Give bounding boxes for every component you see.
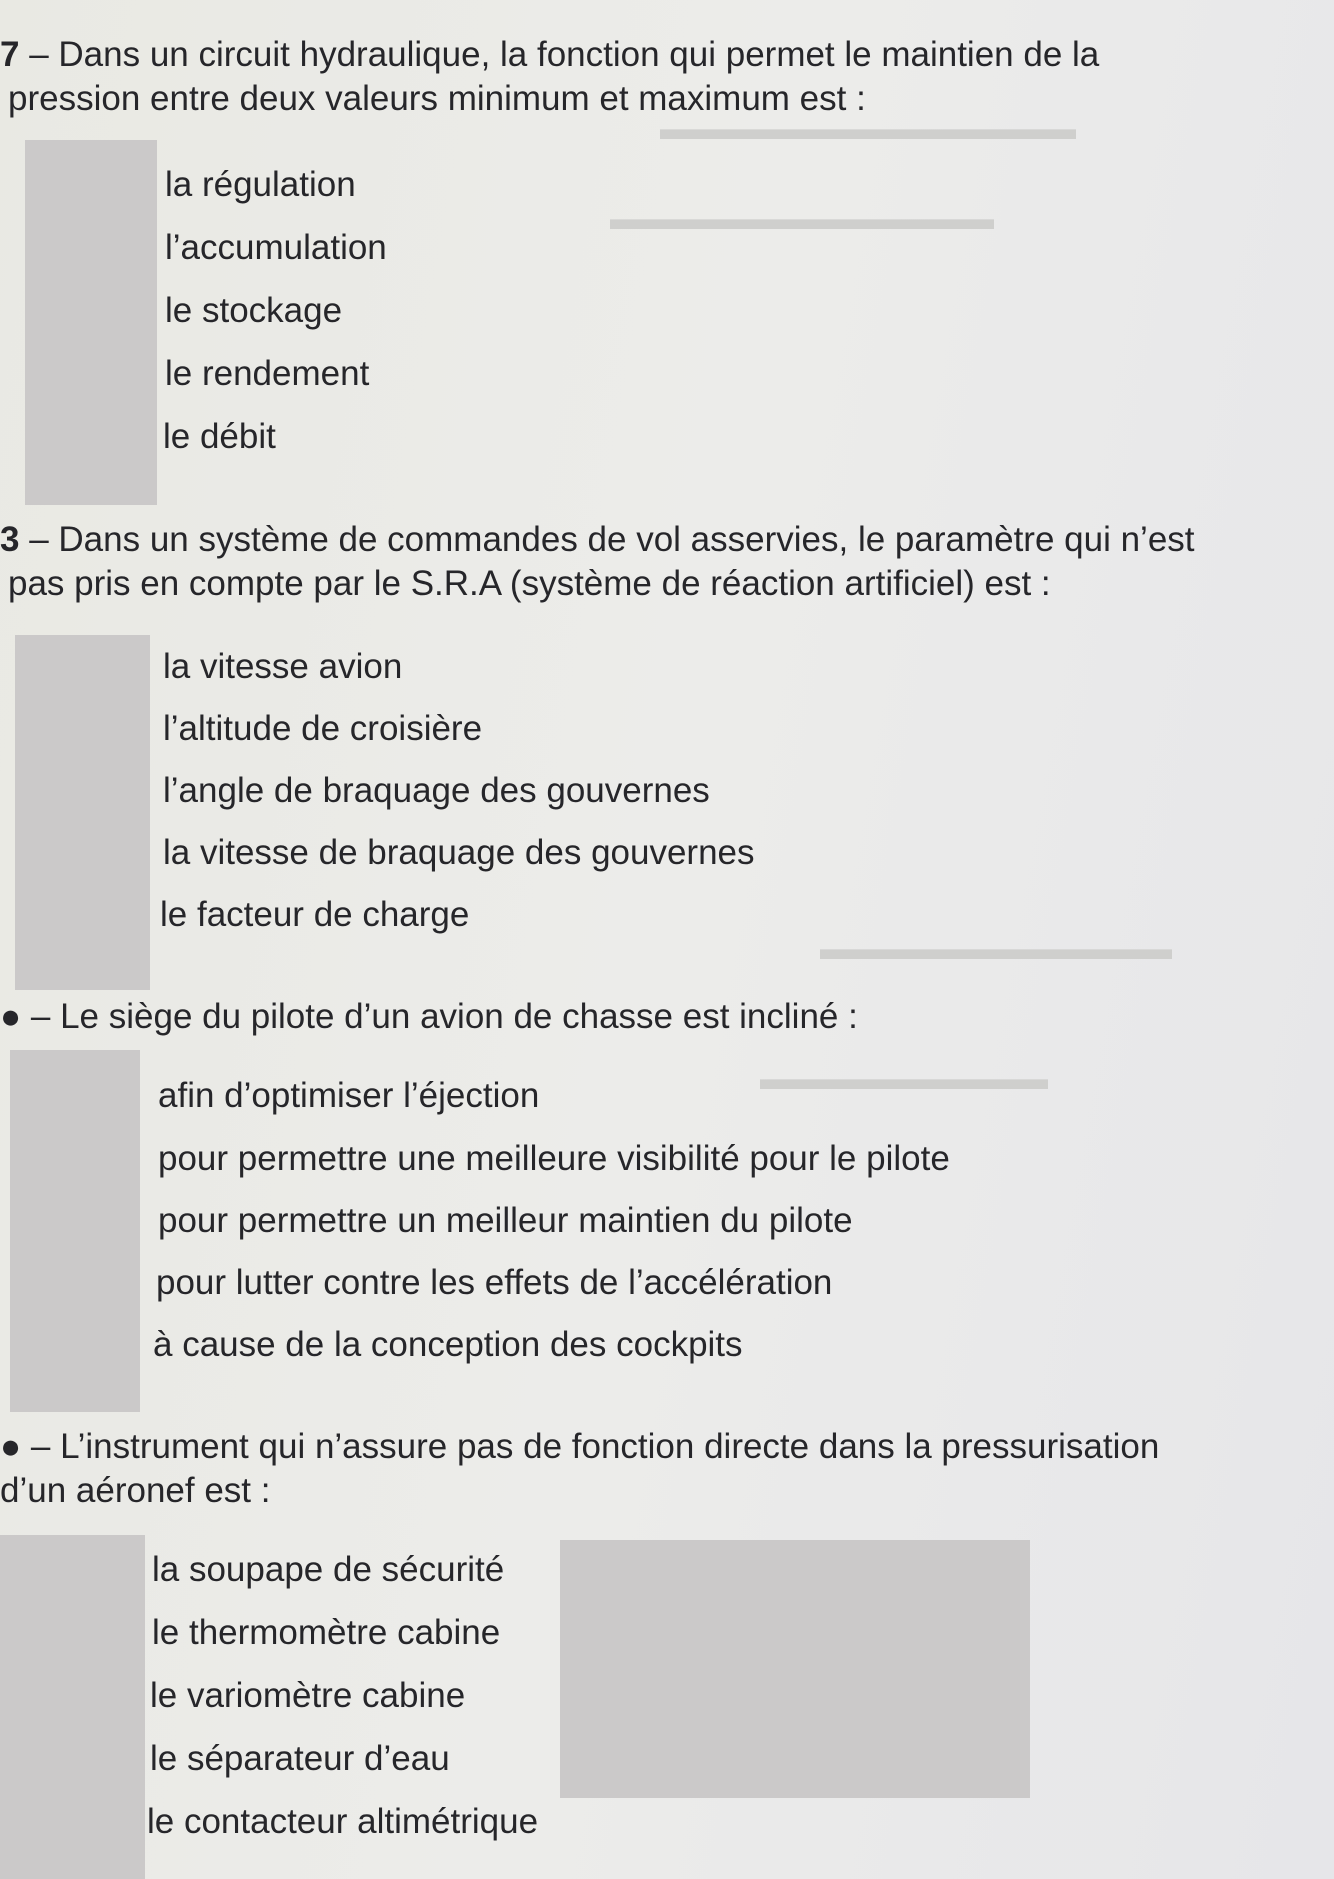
- redaction-block: [10, 1050, 140, 1412]
- show-through-mark: ▬▬▬▬▬▬▬▬▬: [760, 1060, 1048, 1096]
- answer-option: le stockage: [165, 291, 343, 330]
- answer-option: l’altitude de croisière: [163, 709, 483, 748]
- question-8-line1: 3 – Dans un système de commandes de vol asservies, le paramètre qui n’est: [0, 520, 1195, 559]
- question-9-line1: ● – Le siège du pilote d’un avion de chasse est incliné :: [0, 997, 858, 1036]
- question-text: Dans un circuit hydraulique, la fonction qui permet le maintien de la: [58, 35, 1100, 74]
- question-number: 3: [0, 520, 20, 559]
- redaction-block: [15, 635, 150, 990]
- answer-option: pour lutter contre les effets de l’accélération: [156, 1263, 833, 1302]
- question-number: 7: [0, 35, 20, 74]
- question-10-line1: ● – L’instrument qui n’assure pas de fonction directe dans la pressurisation: [0, 1427, 1160, 1466]
- answer-option: à cause de la conception des cockpits: [153, 1325, 743, 1364]
- show-through-mark: ▬▬▬▬▬▬▬▬▬▬▬▬: [610, 200, 994, 236]
- question-text: Le siège du pilote d’un avion de chasse est incliné :: [60, 997, 858, 1036]
- question-text: L’instrument qui n’assure pas de fonction directe dans la pressurisation: [60, 1427, 1160, 1466]
- question-text: pas pris en compte par le S.R.A (système de réaction artificiel) est :: [8, 564, 1051, 603]
- question-10-line2: [0, 1469, 270, 1513]
- answer-option: le rendement: [165, 354, 370, 393]
- answer-option: le débit: [163, 417, 276, 456]
- show-through-mark: ▬▬▬▬▬▬▬▬▬▬▬▬▬: [660, 110, 1076, 146]
- question-8-line2: [8, 562, 1051, 606]
- redaction-block: [25, 140, 157, 505]
- question-text: pression entre deux valeurs minimum et maximum est :: [8, 79, 866, 118]
- answer-option: le facteur de charge: [160, 895, 470, 934]
- answer-option: la régulation: [165, 165, 356, 204]
- show-through-mark: ▬▬▬▬▬▬▬▬▬▬▬: [820, 930, 1172, 966]
- question-text: d’un aéronef est :: [0, 1471, 271, 1510]
- redaction-block: [560, 1540, 1030, 1798]
- answer-option: l’angle de braquage des gouvernes: [163, 771, 710, 810]
- question-7-line1: 7 – Dans un circuit hydraulique, la fonction qui permet le maintien de la: [0, 35, 1100, 74]
- answer-option: pour permettre un meilleur maintien du pilote: [158, 1201, 853, 1240]
- answer-option: le thermomètre cabine: [152, 1613, 501, 1652]
- answer-option: le contacteur altimétrique: [147, 1802, 539, 1841]
- answer-option: le variomètre cabine: [150, 1676, 466, 1715]
- answer-option: la vitesse avion: [163, 647, 403, 686]
- answer-option: la soupape de sécurité: [152, 1550, 505, 1589]
- answer-option: afin d’optimiser l’éjection: [158, 1076, 540, 1115]
- answer-option: le séparateur d’eau: [150, 1739, 450, 1778]
- redaction-block: [0, 1535, 145, 1879]
- question-number: ●: [0, 1427, 22, 1466]
- answer-option: l’accumulation: [165, 228, 387, 267]
- answer-option: la vitesse de braquage des gouvernes: [163, 833, 755, 872]
- answer-option: pour permettre une meilleure visibilité pour le pilote: [158, 1139, 950, 1178]
- question-7-line2: [8, 77, 866, 121]
- question-text: Dans un système de commandes de vol asservies, le paramètre qui n’est: [58, 520, 1195, 559]
- question-number: ●: [0, 997, 22, 1036]
